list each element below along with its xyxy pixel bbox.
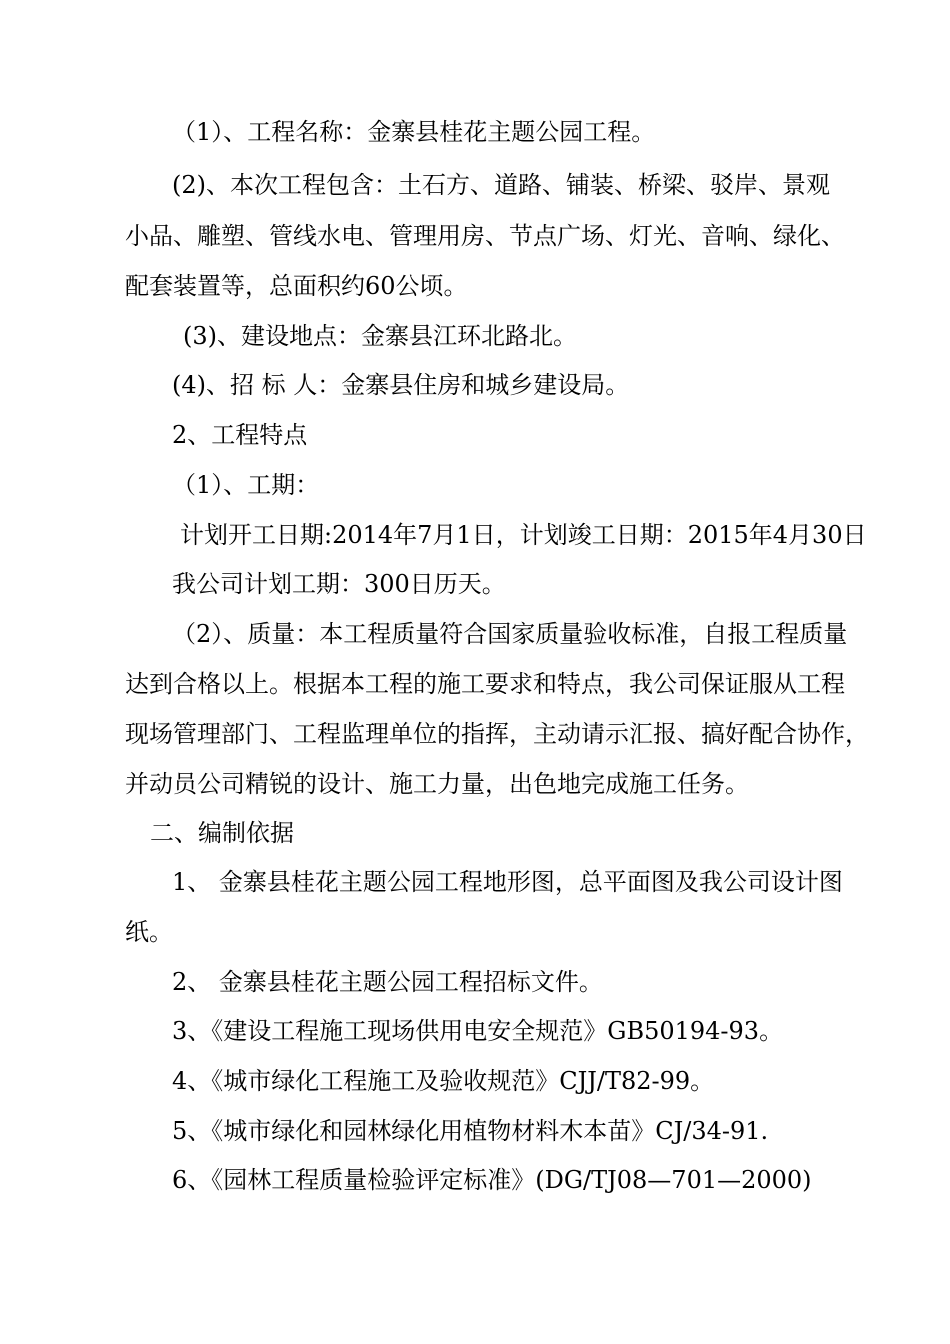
text-line: 达到合格以上。根据本工程的施工要求和特点，我公司保证服从工程 [125, 670, 845, 698]
text-line: 配套装置等，总面积约60公顷。 [125, 272, 468, 300]
text-line: 现场管理部门、工程监理单位的指挥，主动请示汇报、搞好配合协作， [125, 720, 869, 748]
text-line: 计划开工日期:2014年7月1日，计划竣工日期：2015年4月30日 [180, 521, 867, 549]
text-line: 小品、雕塑、管线水电、管理用房、节点广场、灯光、音响、绿化、 [125, 222, 845, 250]
text-line: （2）、质量：本工程质量符合国家质量验收标准，自报工程质量 [172, 620, 848, 648]
text-line: (2)、本次工程包含：土石方、道路、铺装、桥梁、驳岸、景观 [172, 171, 830, 199]
text-line: 我公司计划工期：300日历天。 [172, 570, 506, 598]
text-line: 5、《城市绿化和园林绿化用植物材料木本苗》CJ/34-91. [172, 1117, 769, 1145]
text-line: （1）、工期： [172, 471, 320, 499]
text-line: 6、《园林工程质量检验评定标准》(DG/TJ08—701—2000) [172, 1166, 812, 1194]
text-line: (4)、招 标 人：金寨县住房和城乡建设局。 [172, 371, 630, 399]
section-heading: 2、工程特点 [172, 421, 308, 449]
text-line: 4、《城市绿化工程施工及验收规范》CJJ/T82-99。 [172, 1067, 715, 1095]
text-line: 纸。 [125, 918, 173, 946]
text-line: (3)、建设地点：金寨县江环北路北。 [183, 322, 577, 350]
text-line: 1、 金寨县桂花主题公园工程地形图，总平面图及我公司设计图 [172, 868, 843, 896]
text-line: 并动员公司精锐的设计、施工力量，出色地完成施工任务。 [125, 770, 749, 798]
text-line: 3、《建设工程施工现场供用电安全规范》GB50194-93。 [172, 1017, 784, 1045]
text-line: （1）、工程名称：金寨县桂花主题公园工程。 [172, 118, 656, 146]
text-line: 2、 金寨县桂花主题公园工程招标文件。 [172, 968, 603, 996]
section-heading: 二、编制依据 [150, 819, 294, 847]
